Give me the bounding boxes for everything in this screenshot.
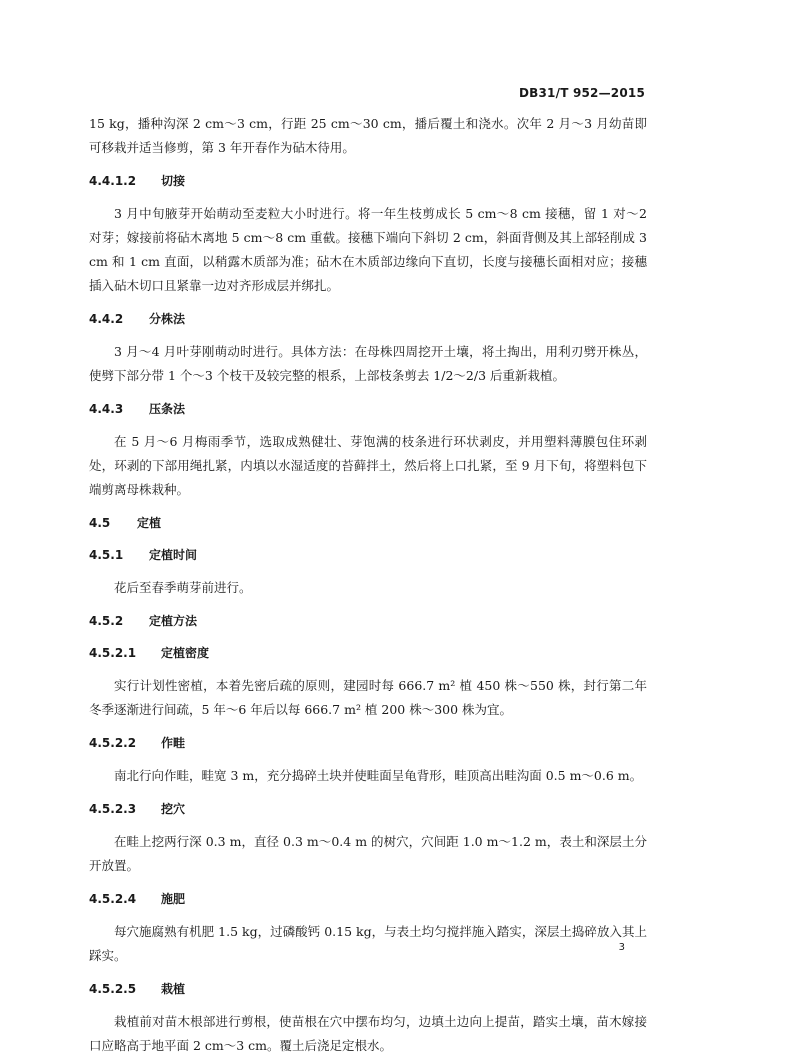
heading-number: 4.4.2 bbox=[89, 312, 124, 326]
heading-4-5 bbox=[89, 514, 647, 532]
heading-title: 作畦 bbox=[161, 736, 186, 750]
heading-title: 定植密度 bbox=[161, 646, 210, 660]
heading-4-5-2-3 bbox=[89, 800, 647, 818]
paragraph-continued: 15 kg，播种沟深 2 cm～3 cm，行距 25 cm～30 cm，播后覆土和浇水。次年 2 月～3 月幼苗即可移栽并适当修剪，第 3 年开春作为砧木待用。 bbox=[89, 116, 647, 155]
heading-number: 4.5.2.2 bbox=[89, 736, 137, 750]
standard-code: DB31/T 952—2015 bbox=[519, 86, 645, 100]
paragraph-division: 3 月～4 月叶芽刚萌动时进行。具体方法：在母株四周挖开土壤，将土掏出，用利刃劈开株丛，使劈下部分带 1 个～3 个枝干及较完整的根系，上部枝条剪去 1/2～2/3 后重新栽植。 bbox=[89, 344, 647, 383]
heading-4-5-2-5 bbox=[89, 980, 647, 998]
heading-title: 定植时间 bbox=[149, 548, 198, 562]
heading-4-5-2 bbox=[89, 612, 647, 630]
heading-4-4-2 bbox=[89, 310, 647, 328]
heading-number: 4.5.2 bbox=[89, 614, 124, 628]
heading-title: 施肥 bbox=[161, 892, 186, 906]
heading-number: 4.4.3 bbox=[89, 402, 124, 416]
heading-number: 4.5.2.3 bbox=[89, 802, 137, 816]
paragraph-bed-making: 南北行向作畦，畦宽 3 m，充分捣碎土块并使畦面呈龟背形，畦顶高出畦沟面 0.5 m～0.6 m。 bbox=[114, 768, 643, 783]
heading-4-5-2-2 bbox=[89, 734, 647, 752]
heading-title: 定植 bbox=[137, 516, 162, 530]
heading-number: 4.5.2.5 bbox=[89, 982, 137, 996]
page-number: 3 bbox=[618, 942, 625, 953]
heading-title: 栽植 bbox=[161, 982, 186, 996]
paragraph-cleft-grafting: 3 月中旬腋芽开始萌动至麦粒大小时进行。将一年生枝剪成长 5 cm～8 cm 接穗，留 1 对～2 对芽；嫁接前将砧木离地 5 cm～8 cm 重截。接穗下端向下斜切 2 cm，斜面背侧及其上部轻削成 3 cm 和 1 cm 直面，以稍露木质部为准；砧木在木质部边缘向下直切，长度与接穗长面相对应；接穗插入砧木切口且紧靠一边对齐形成层并绑扎。 bbox=[89, 206, 647, 293]
heading-title: 定植方法 bbox=[149, 614, 198, 628]
paragraph-planting: 栽植前对苗木根部进行剪根，使苗根在穴中摆布均匀，边填土边向上提苗，踏实土壤，苗木嫁接口应略高于地平面 2 cm～3 cm。覆土后浇足定根水。 bbox=[89, 1014, 647, 1053]
heading-4-5-2-1 bbox=[89, 644, 647, 662]
heading-4-4-1-2 bbox=[89, 172, 647, 190]
heading-title: 压条法 bbox=[149, 402, 186, 416]
paragraph-digging-holes: 在畦上挖两行深 0.3 m，直径 0.3 m～0.4 m 的树穴，穴间距 1.0 m～1.2 m，表土和深层土分开放置。 bbox=[89, 834, 647, 873]
paragraph-layering: 在 5 月～6 月梅雨季节，选取成熟健壮、芽饱满的枝条进行环状剥皮，并用塑料薄膜包住环剥处，环剥的下部用绳扎紧，内填以水湿适度的苔藓拌土，然后将上口扎紧，至 9 月下旬，将塑料包下端剪离母株栽种。 bbox=[89, 434, 647, 497]
heading-number: 4.5.2.1 bbox=[89, 646, 137, 660]
heading-4-5-1 bbox=[89, 546, 647, 564]
heading-title: 切接 bbox=[161, 174, 186, 188]
heading-number: 4.5 bbox=[89, 516, 111, 530]
heading-number: 4.5.1 bbox=[89, 548, 124, 562]
heading-4-5-2-4 bbox=[89, 890, 647, 908]
heading-title: 挖穴 bbox=[161, 802, 186, 816]
heading-number: 4.4.1.2 bbox=[89, 174, 137, 188]
page-content bbox=[89, 112, 647, 1058]
paragraph-planting-time: 花后至春季萌芽前进行。 bbox=[114, 580, 252, 595]
heading-title: 分株法 bbox=[149, 312, 186, 326]
paragraph-fertilizing: 每穴施腐熟有机肥 1.5 kg，过磷酸钙 0.15 kg，与表土均匀搅拌施入踏实，深层土捣碎放入其上踩实。 bbox=[89, 924, 647, 963]
paragraph-planting-density: 实行计划性密植，本着先密后疏的原则，建园时每 666.7 m² 植 450 株～550 株，封行第二年冬季逐渐进行间疏，5 年～6 年后以每 666.7 m² 植 200 株～300 株为宜。 bbox=[89, 678, 647, 717]
heading-number: 4.5.2.4 bbox=[89, 892, 137, 906]
heading-4-4-3 bbox=[89, 400, 647, 418]
